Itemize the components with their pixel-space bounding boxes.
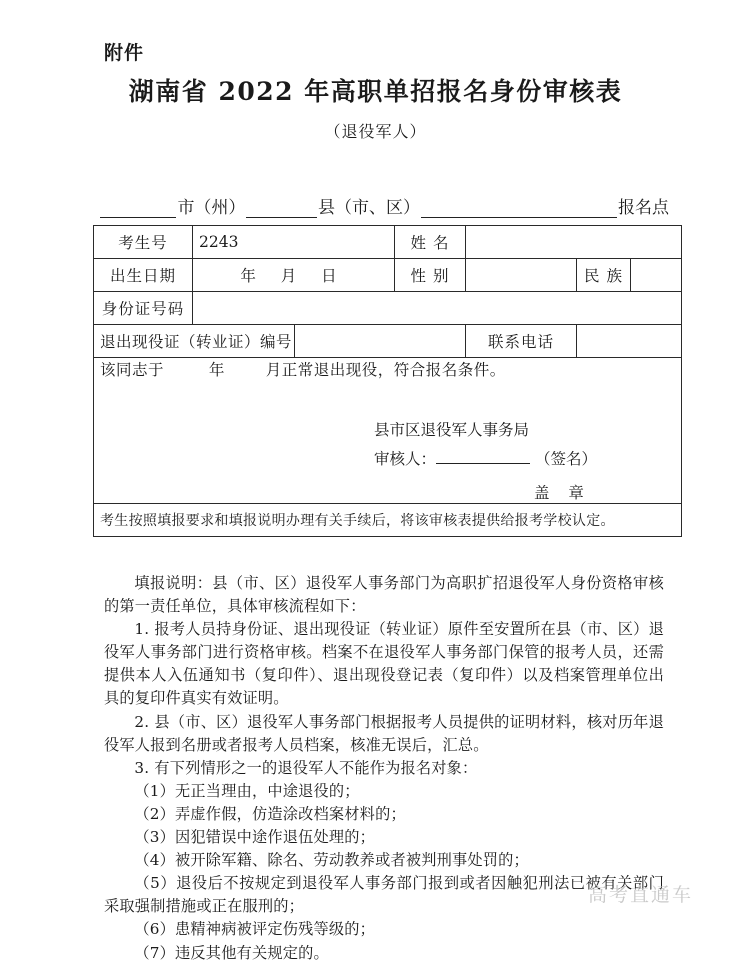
instructions-sub-2: （2）弄虚作假，仿造涂改档案材料的； bbox=[134, 804, 406, 823]
page-subtitle: （退役军人） bbox=[324, 122, 427, 141]
gender-label: 性 别 bbox=[395, 259, 466, 292]
discharge-cert-label: 退出现役证（转业证）编号 bbox=[94, 325, 295, 358]
city-blank[interactable] bbox=[100, 201, 176, 218]
seal-label: 盖 章 bbox=[534, 484, 591, 503]
exam-no-value[interactable]: 2243 bbox=[193, 226, 395, 259]
id-card-value[interactable] bbox=[193, 292, 682, 325]
authority-signature-block bbox=[100, 416, 675, 473]
page-title: 湖南省 2022 年高职单招报名身份审核表 bbox=[128, 77, 623, 106]
gender-value[interactable] bbox=[466, 259, 577, 292]
discharge-statement-cell bbox=[94, 358, 682, 504]
instructions-sub-1: （1）无正当理由，中途退役的； bbox=[134, 781, 360, 800]
signature-hint: （签名） bbox=[534, 449, 597, 468]
statement-prefix: 该同志于 bbox=[100, 361, 165, 379]
submission-note: 考生按照填报要求和填报说明办理有关手续后，将该审核表提供给报考学校认定。 bbox=[94, 504, 682, 537]
county-suffix-label: 县（市、区） bbox=[318, 198, 420, 218]
site-suffix-label: 报名点 bbox=[618, 198, 669, 218]
table-row bbox=[94, 292, 682, 325]
authority-name: 县市区退役军人事务局 bbox=[374, 421, 530, 439]
reviewer-row bbox=[374, 445, 675, 474]
attachment-label: 附件 bbox=[104, 42, 145, 64]
id-card-label: 身份证号码 bbox=[94, 292, 193, 325]
phone-value[interactable] bbox=[577, 325, 682, 358]
city-suffix-label: 市（州） bbox=[177, 198, 246, 218]
instructions-sub-6: （6）患精神病被评定伤残等级的； bbox=[134, 920, 376, 939]
instructions-intro: 填报说明：县（市、区）退役军人事务部门为高职扩招退役军人身份资格审核的第一责任单位，具体审核流程如下： bbox=[104, 574, 664, 616]
discharge-statement-line bbox=[100, 358, 675, 380]
name-value[interactable] bbox=[466, 226, 682, 259]
table-row bbox=[94, 325, 682, 358]
instructions-sub-7: （7）违反其他有关规定的。 bbox=[134, 943, 329, 962]
discharge-cert-value[interactable] bbox=[295, 325, 466, 358]
identity-review-table bbox=[93, 225, 682, 537]
instructions-item-3: 3. 有下列情形之一的退役军人不能作为报名对象： bbox=[134, 758, 478, 777]
table-row bbox=[94, 259, 682, 292]
table-row bbox=[94, 358, 682, 504]
reviewer-signature-blank[interactable] bbox=[436, 448, 530, 464]
table-row bbox=[94, 504, 682, 537]
instructions-item-1: 1. 报考人员持身份证、退出现役证（转业证）原件至安置所在县（市、区）退役军人事务部门进行资格审核。档案不在退役军人事务部门保管的报考人员，还需提供本人入伍通知书（复印件）、退出现役登记表（复印件）以及档案管理单位出具的复印件真实有效证明。 bbox=[104, 620, 664, 708]
phone-label: 联系电话 bbox=[466, 325, 577, 358]
instructions-item-2: 2. 县（市、区）退役军人事务部门根据报考人员提供的证明材料，核对历年退役军人报到名册或者报考人员档案，核准无误后，汇总。 bbox=[104, 712, 664, 754]
watermark: 高考直通车 bbox=[588, 884, 694, 906]
name-label: 姓 名 bbox=[395, 226, 466, 259]
instructions-sub-3: （3）因犯错误中途作退伍处理的； bbox=[134, 828, 376, 847]
location-line bbox=[100, 193, 670, 218]
instructions-section bbox=[104, 572, 664, 965]
statement-year-unit: 年 bbox=[208, 361, 225, 379]
instructions-sub-5: （5）退役后不按规定到退役军人事务部门报到或者因触犯刑法已被有关部门采取强制措施或正在服刑的； bbox=[104, 874, 664, 916]
birth-date-label: 出生日期 bbox=[94, 259, 193, 292]
ethnicity-label: 民 族 bbox=[577, 259, 631, 292]
county-blank[interactable] bbox=[246, 201, 317, 218]
birth-date-value[interactable]: 年 月 日 bbox=[193, 259, 395, 292]
reviewer-label: 审核人： bbox=[374, 449, 437, 468]
table-row bbox=[94, 226, 682, 259]
site-blank[interactable] bbox=[421, 201, 617, 218]
instructions-sub-4: （4）被开除军籍、除名、劳动教养或者被判刑事处罚的； bbox=[134, 851, 529, 870]
ethnicity-value[interactable] bbox=[631, 259, 682, 292]
exam-no-label: 考生号 bbox=[94, 226, 193, 259]
statement-month-unit: 月正常退出现役，符合报名条件。 bbox=[265, 361, 506, 379]
